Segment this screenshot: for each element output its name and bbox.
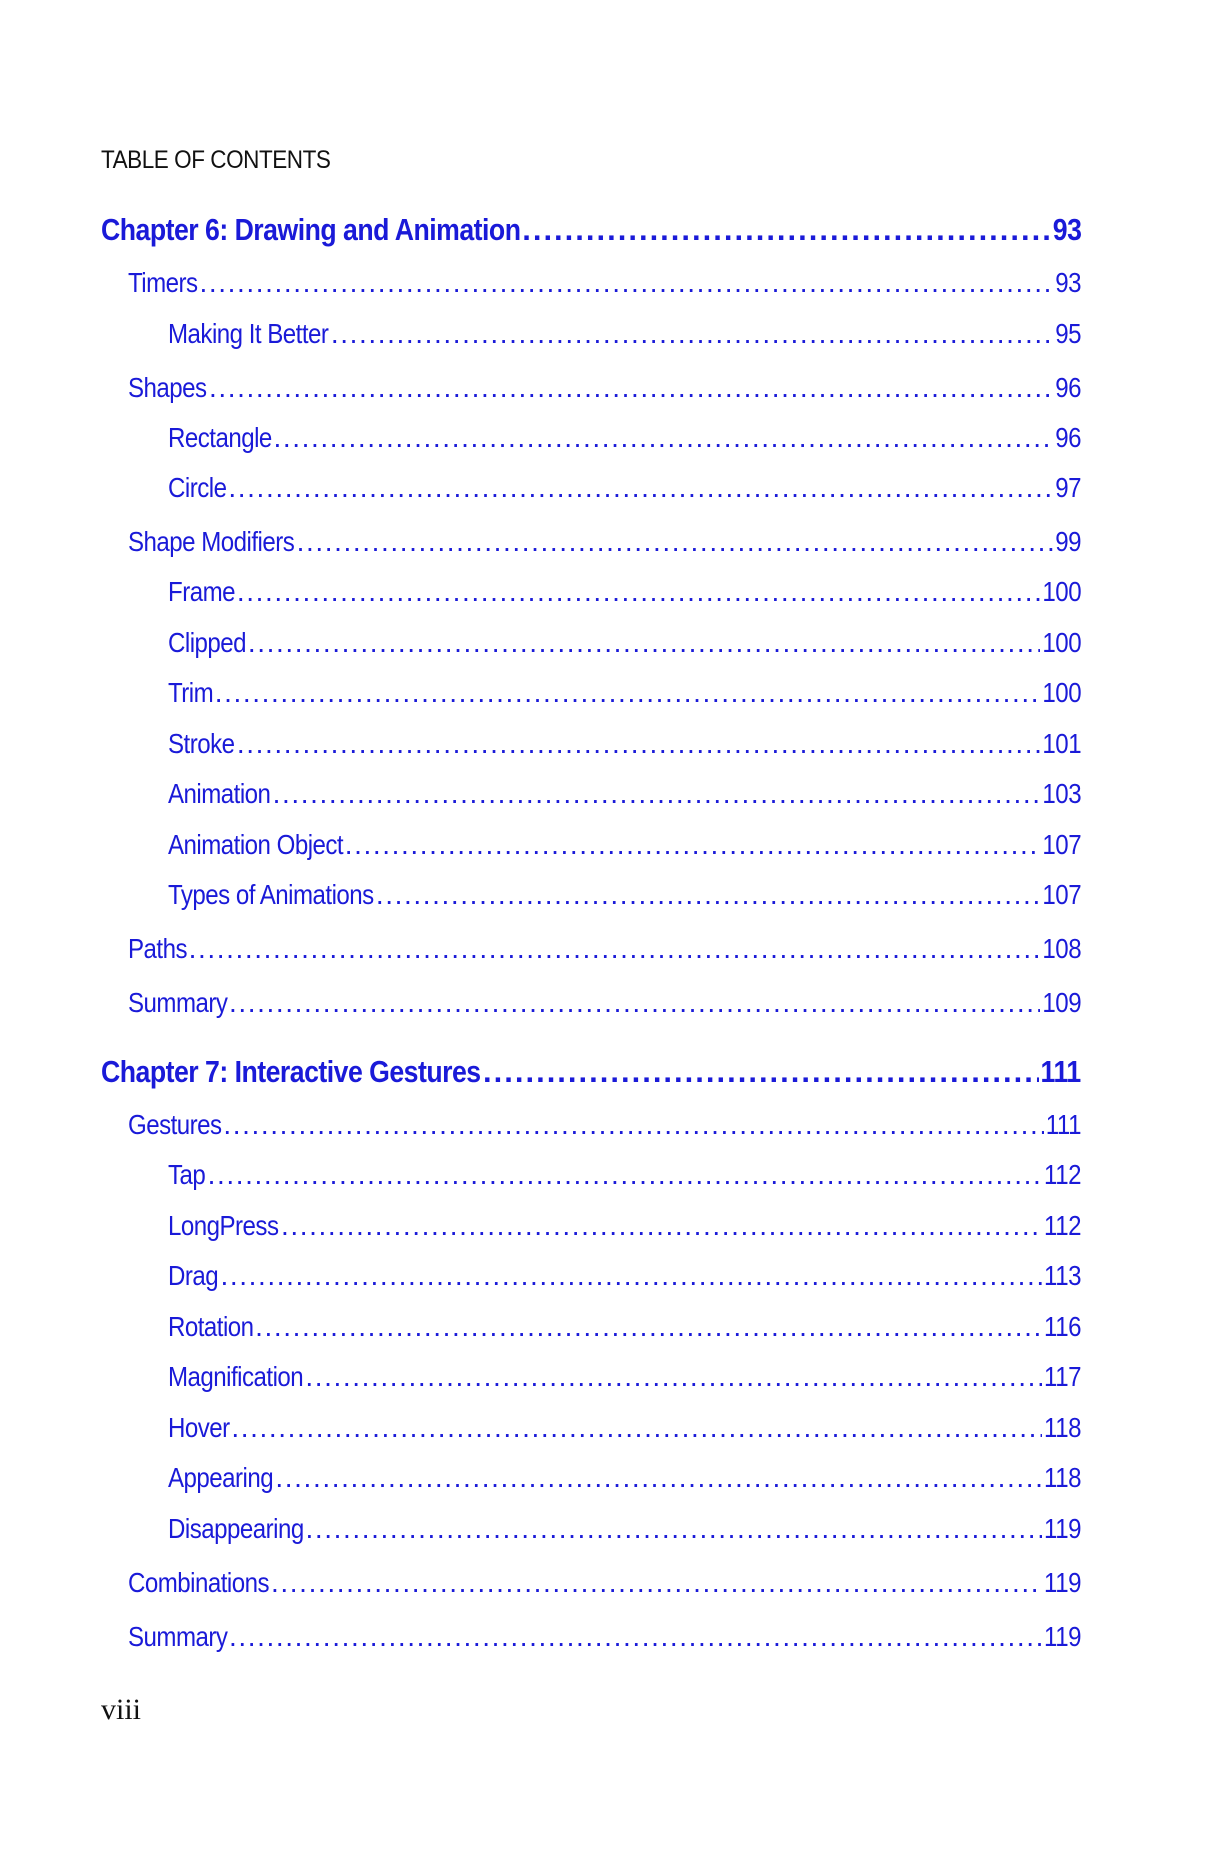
toc-page-number: 99 <box>1055 526 1081 557</box>
toc-page-number: 103 <box>1042 778 1081 809</box>
toc-entry-label: Making It Better <box>168 318 329 349</box>
toc-page-number: 111 <box>1040 1054 1081 1089</box>
toc-page-number: 96 <box>1055 372 1081 403</box>
toc-entry-label: Types of Animations <box>168 879 374 910</box>
toc-entry-magnification[interactable] <box>168 1361 1081 1393</box>
dot-leader <box>522 212 1050 248</box>
toc-page-number: 109 <box>1042 987 1081 1018</box>
dot-leader <box>345 829 1040 861</box>
dot-leader <box>237 728 1040 760</box>
toc-entry-label: LongPress <box>168 1210 279 1241</box>
toc-entry-label: Hover <box>168 1412 230 1443</box>
toc-entry-longpress[interactable] <box>168 1210 1081 1242</box>
dot-leader <box>220 1260 1041 1292</box>
toc-entry-label: Timers <box>128 267 198 298</box>
toc-entry-combinations[interactable] <box>128 1567 1081 1599</box>
toc-entry-hover[interactable] <box>168 1412 1081 1444</box>
toc-page-number: 100 <box>1042 677 1081 708</box>
toc-page-number: 118 <box>1043 1462 1081 1493</box>
toc-entry-animation[interactable] <box>168 778 1081 810</box>
dot-leader <box>331 318 1053 350</box>
dot-leader <box>209 372 1053 404</box>
toc-entry-label: Shape Modifiers <box>128 526 295 557</box>
toc-entry-timers[interactable] <box>128 267 1081 299</box>
toc-entry-summary-ch6[interactable] <box>128 987 1081 1019</box>
toc-entry-label: Combinations <box>128 1567 270 1598</box>
dot-leader <box>237 576 1040 608</box>
toc-entry-label: Animation Object <box>168 829 344 860</box>
toc-entry-label: Tap <box>168 1159 206 1190</box>
toc-entry-tap[interactable] <box>168 1159 1081 1191</box>
toc-entry-making-it-better[interactable] <box>168 318 1081 350</box>
toc-page-number: 93 <box>1052 212 1081 247</box>
toc-entry-label: Shapes <box>128 372 207 403</box>
toc-entry-label: Rectangle <box>168 422 272 453</box>
dot-leader <box>271 1567 1042 1599</box>
dot-leader <box>305 1361 1041 1393</box>
toc-entry-label: Trim <box>168 677 214 708</box>
toc-entry-stroke[interactable] <box>168 728 1081 760</box>
toc-page-number: 111 <box>1045 1109 1081 1140</box>
toc-page-number: 112 <box>1043 1210 1081 1241</box>
toc-page-number: 107 <box>1042 829 1081 860</box>
toc-entry-label: Gestures <box>128 1109 222 1140</box>
toc-entry-animation-object[interactable] <box>168 829 1081 861</box>
dot-leader <box>255 1311 1042 1343</box>
dot-leader <box>248 627 1040 659</box>
toc-entry-label: Paths <box>128 933 188 964</box>
toc-entry-label: Magnification <box>168 1361 304 1392</box>
page-folio: viii <box>101 1693 142 1726</box>
dot-leader <box>275 1462 1041 1494</box>
toc-entry-label: Frame <box>168 576 235 607</box>
toc-page-number: 100 <box>1042 576 1081 607</box>
dot-leader <box>229 987 1040 1019</box>
toc-page-number: 95 <box>1055 318 1081 349</box>
toc-entry-label: Appearing <box>168 1462 274 1493</box>
toc-page-number: 112 <box>1043 1159 1081 1190</box>
toc-entry-clipped[interactable] <box>168 627 1081 659</box>
toc-entry-rectangle[interactable] <box>168 422 1081 454</box>
toc-entry-label: Summary <box>128 1621 228 1652</box>
toc-entry-label: Animation <box>168 778 271 809</box>
dot-leader <box>231 1412 1041 1444</box>
toc-entry-label: Disappearing <box>168 1513 304 1544</box>
toc-entry-types-of-animations[interactable] <box>168 879 1081 911</box>
dot-leader <box>229 1621 1042 1653</box>
toc-page-number: 118 <box>1043 1412 1081 1443</box>
toc-page-number: 93 <box>1055 267 1081 298</box>
toc-entry-label: Clipped <box>168 627 247 658</box>
toc-entry-label: Summary <box>128 987 228 1018</box>
dot-leader <box>273 778 1040 810</box>
toc-entry-shapes[interactable] <box>128 372 1081 404</box>
dot-leader <box>223 1109 1043 1141</box>
toc-entry-trim[interactable] <box>168 677 1081 709</box>
dot-leader <box>306 1513 1042 1545</box>
toc-entry-appearing[interactable] <box>168 1462 1081 1494</box>
dot-leader <box>208 1159 1042 1191</box>
toc-entry-gestures[interactable] <box>128 1109 1081 1141</box>
toc-page-number: 119 <box>1043 1567 1081 1598</box>
dot-leader <box>376 879 1040 911</box>
dot-leader <box>189 933 1040 965</box>
toc-page-number: 116 <box>1043 1311 1081 1342</box>
toc-page-number: 101 <box>1042 728 1081 759</box>
toc-entry-paths[interactable] <box>128 933 1081 965</box>
toc-entry-drag[interactable] <box>168 1260 1081 1292</box>
toc-entry-shape-modifiers[interactable] <box>128 526 1081 558</box>
dot-leader <box>200 267 1053 299</box>
dot-leader <box>281 1210 1042 1242</box>
toc-page-number: 108 <box>1042 933 1081 964</box>
toc-page-number: 97 <box>1055 472 1081 503</box>
toc-page-number: 119 <box>1043 1621 1081 1652</box>
running-head: TABLE OF CONTENTS <box>101 146 331 174</box>
toc-page-number: 119 <box>1043 1513 1081 1544</box>
toc-page-number: 117 <box>1043 1361 1081 1392</box>
toc-entry-label: Chapter 6: Drawing and Animation <box>101 212 521 247</box>
toc-entry-label: Stroke <box>168 728 235 759</box>
toc-entry-frame[interactable] <box>168 576 1081 608</box>
toc-page-number: 113 <box>1043 1260 1081 1291</box>
toc-entry-disappearing[interactable] <box>168 1513 1081 1545</box>
toc-entry-label: Rotation <box>168 1311 254 1342</box>
dot-leader <box>228 472 1052 504</box>
toc-entry-circle[interactable] <box>168 472 1081 504</box>
toc-entry-rotation[interactable] <box>168 1311 1081 1343</box>
toc-entry-summary-ch7[interactable] <box>128 1621 1081 1653</box>
toc-entry-chapter-6[interactable] <box>101 212 1081 248</box>
toc-page-number: 107 <box>1042 879 1081 910</box>
toc-entry-label: Drag <box>168 1260 219 1291</box>
toc-page-number: 100 <box>1042 627 1081 658</box>
dot-leader <box>273 422 1052 454</box>
toc-page-number: 96 <box>1055 422 1081 453</box>
toc-entry-label: Circle <box>168 472 227 503</box>
dot-leader <box>297 526 1053 558</box>
toc-entry-chapter-7[interactable] <box>101 1054 1081 1090</box>
dot-leader <box>483 1054 1039 1090</box>
dot-leader <box>215 677 1040 709</box>
toc-entry-label: Chapter 7: Interactive Gestures <box>101 1054 481 1089</box>
